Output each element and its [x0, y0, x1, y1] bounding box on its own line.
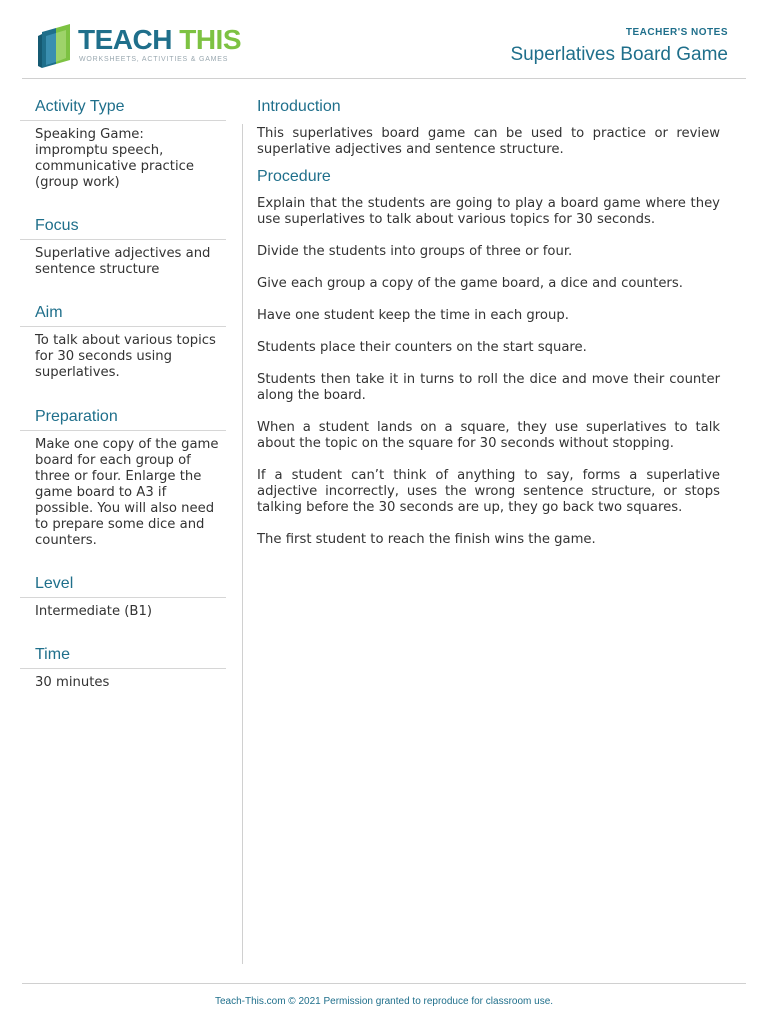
sidebar-heading: Preparation: [20, 404, 226, 431]
sidebar-section-preparation: [20, 404, 226, 571]
procedure-step: When a student lands on a square, they use superlatives to talk about the topic on the square for 30 seconds without stopping.: [257, 420, 720, 451]
procedure-step: Have one student keep the time in each group.: [257, 308, 569, 323]
sidebar-section-level: [20, 571, 226, 642]
sidebar-body: Intermediate (B1): [35, 604, 153, 619]
sidebar-heading: Time: [20, 642, 226, 669]
page-header: [0, 0, 768, 80]
footer-divider: [22, 983, 746, 984]
procedure-step: Divide the students into groups of three or four.: [257, 244, 573, 259]
logo-tagline: WORKSHEETS, ACTIVITIES & GAMES: [79, 56, 229, 63]
teach-this-logo[interactable]: [36, 22, 242, 72]
procedure-step: Give each group a copy of the game board, a dice and counters.: [257, 276, 683, 291]
sidebar-section-time: [20, 642, 226, 702]
logo-wordmark: [78, 24, 241, 56]
introduction-text: This superlatives board game can be used to practice or review superlative adjectives and sentence structure.: [257, 126, 720, 157]
procedure-steps: [257, 196, 720, 548]
sidebar-body: 30 minutes: [35, 675, 110, 690]
sidebar-section-aim: [20, 300, 226, 404]
procedure-step: The first student to reach the finish wins the game.: [257, 532, 596, 547]
book-logo-icon: [36, 24, 74, 68]
sidebar-heading: Aim: [20, 300, 226, 327]
sidebar-body: Make one copy of the game board for each group of three or four. Enlarge the game board to A3 if possible. You will also need to prepare some dice and counters.: [35, 437, 219, 548]
document-title: Superlatives Board Game: [510, 44, 728, 65]
sidebar-body: Superlative adjectives and sentence structure: [35, 246, 211, 277]
procedure-heading: Procedure: [257, 168, 331, 185]
logo-word-teach: TEACH: [78, 24, 172, 55]
sidebar: [20, 94, 226, 702]
main-content: [257, 94, 720, 548]
sidebar-heading: Level: [20, 571, 226, 598]
sidebar-heading: Focus: [20, 213, 226, 240]
sidebar-heading: Activity Type: [20, 94, 226, 121]
sidebar-body: To talk about various topics for 30 seconds using superlatives.: [35, 333, 216, 380]
teachers-notes-label: TEACHER'S NOTES: [625, 27, 728, 38]
procedure-step: Students then take it in turns to roll the dice and move their counter along the board.: [257, 372, 720, 403]
column-divider: [242, 124, 243, 964]
procedure-step: Explain that the students are going to play a board game where they use superlatives to talk about various topics for 30 seconds.: [257, 196, 720, 227]
sidebar-section-activity-type: [20, 94, 226, 213]
introduction-heading: Introduction: [257, 98, 341, 115]
logo-word-this: THIS: [179, 24, 242, 55]
procedure-step: Students place their counters on the start square.: [257, 340, 587, 355]
header-divider: [22, 78, 746, 79]
footer-copyright[interactable]: Teach-This.com © 2021 Permission granted to reproduce for classroom use.: [214, 996, 554, 1007]
header-titles: [510, 27, 728, 67]
sidebar-section-focus: [20, 213, 226, 300]
procedure-step: If a student can’t think of anything to say, forms a superlative adjective incorrectly, uses the wrong sentence structure, or stops talking before the 30 seconds are up, they go back two squares.: [257, 468, 720, 515]
sidebar-body: Speaking Game: impromptu speech, communicative practice (group work): [35, 127, 194, 190]
